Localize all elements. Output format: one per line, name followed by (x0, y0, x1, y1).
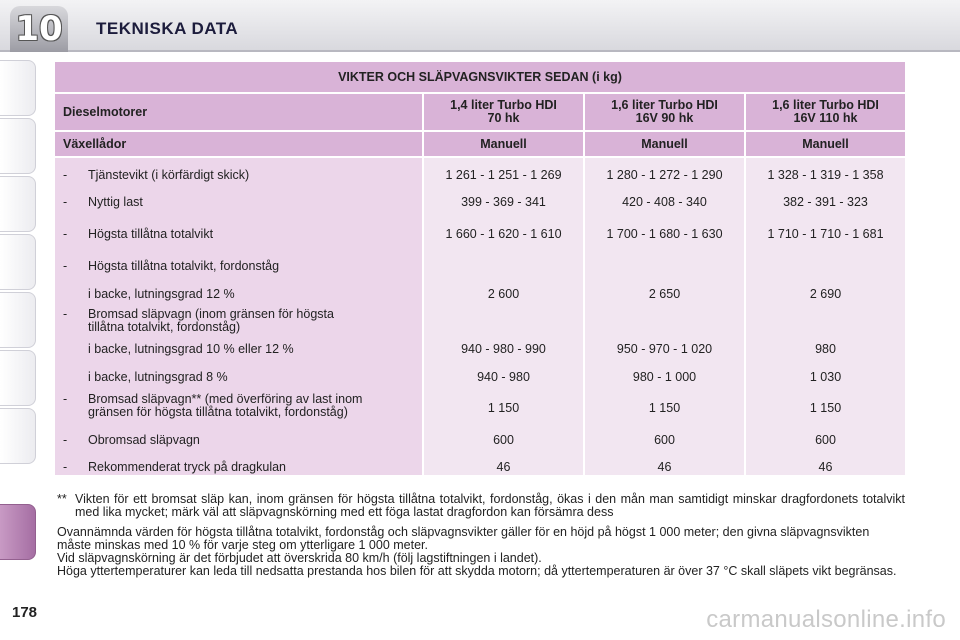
chapter-number-badge: 10 (10, 6, 68, 52)
chapter-tabs (0, 60, 40, 580)
row-label: Högsta tillåtna totalvikt, fordonståg (88, 259, 280, 273)
list-dash: - (63, 227, 68, 241)
table-row-label (55, 196, 422, 209)
row-labels-column (55, 158, 422, 475)
table-cell: 1 150 (648, 401, 681, 415)
engine-header-1 (424, 94, 583, 130)
watermark: carmanualsonline.info (706, 606, 946, 633)
page-title: TEKNISKA DATA (96, 19, 239, 38)
footnote-mark: ** (57, 492, 67, 506)
table-cell: 980 (815, 342, 836, 356)
gearbox-value: Manuell (585, 132, 744, 156)
table-body (55, 158, 905, 475)
values-column-2 (585, 158, 744, 475)
engine-name: 1,4 liter Turbo HDI (450, 98, 557, 112)
table-cell: 1 280 - 1 272 - 1 290 (606, 168, 723, 182)
row-label: Bromsad släpvagn (inom gränsen för högsta (88, 307, 334, 321)
table-cell: 1 660 - 1 620 - 1 610 (445, 227, 562, 241)
engine-power: 16V 110 hk (793, 111, 858, 125)
chapter-tab[interactable] (0, 176, 36, 232)
table-cell: 46 (657, 460, 672, 474)
table-cell: 46 (496, 460, 511, 474)
table-row-label (55, 260, 422, 273)
table-row-label (55, 228, 422, 241)
table-row-label (55, 393, 422, 419)
table-cell: 600 (493, 433, 514, 447)
chapter-tab[interactable] (0, 60, 36, 116)
list-dash: - (63, 307, 68, 321)
table-row-label (55, 343, 422, 356)
gearbox-header-row (55, 132, 905, 156)
table-cell: 1 030 (809, 370, 842, 384)
table-cell: 600 (654, 433, 675, 447)
page-number: 178 (12, 604, 38, 621)
weights-table (55, 62, 905, 475)
gearbox-value: Manuell (424, 132, 583, 156)
chapter-tab-active[interactable] (0, 504, 36, 560)
engine-label: Dieselmotorer (55, 94, 422, 130)
table-cell: 420 - 408 - 340 (622, 195, 707, 209)
row-label-cont: gränsen för högsta tillåtna totalvikt, fordonståg) (88, 405, 348, 419)
engine-power: 70 hk (487, 111, 520, 125)
row-label: Bromsad släpvagn** (med överföring av last inom (88, 392, 363, 406)
row-label: i backe, lutningsgrad 12 % (88, 287, 235, 301)
values-column-3 (746, 158, 905, 475)
row-label: Tjänstevikt (i körfärdigt skick) (88, 168, 250, 182)
table-cell: 1 150 (487, 401, 520, 415)
chapter-tab[interactable] (0, 292, 36, 348)
row-label: i backe, lutningsgrad 10 % eller 12 % (88, 342, 294, 356)
notes-section (57, 493, 905, 578)
chapter-tab[interactable] (0, 408, 36, 464)
gearbox-label: Växellådor (55, 132, 422, 156)
table-cell: 980 - 1 000 (632, 370, 697, 384)
engine-header-2 (585, 94, 744, 130)
table-cell: 46 (818, 460, 833, 474)
table-cell: 1 328 - 1 319 - 1 358 (767, 168, 884, 182)
page-header (0, 0, 960, 52)
list-dash: - (63, 168, 68, 182)
table-title: VIKTER OCH SLÄPVAGNSVIKTER SEDAN (i kg) (55, 62, 905, 92)
table-cell: 382 - 391 - 323 (783, 195, 868, 209)
table-row-label (55, 288, 422, 301)
row-label: Högsta tillåtna totalvikt (88, 227, 214, 241)
list-dash: - (63, 259, 68, 273)
table-cell: 600 (815, 433, 836, 447)
table-row-label (55, 169, 422, 182)
engine-header-3 (746, 94, 905, 130)
table-cell: 940 - 980 - 990 (461, 342, 546, 356)
table-cell: 2 600 (487, 287, 520, 301)
note-paragraph-speed: Vid släpvagnskörning är det förbjudet att överskrida 80 km/h (följ lagstiftningen i landet). (57, 551, 542, 565)
table-cell: 940 - 980 (477, 370, 530, 384)
table-cell: 2 650 (648, 287, 681, 301)
table-row-label (55, 308, 422, 334)
row-label: Rekommenderat tryck på dragkulan (88, 460, 287, 474)
table-row-label (55, 371, 422, 384)
engine-name: 1,6 liter Turbo HDI (772, 98, 879, 112)
note-paragraph-altitude: Ovannämnda värden för högsta tillåtna totalvikt, fordonståg och släpvagnsvikter gäller för en höjd på högst 1 000 meter; den givna släpvagnsvikten måste minskas med 10 % för varje steg om ytterligare 1 000 meter. (57, 525, 870, 552)
gearbox-value: Manuell (746, 132, 905, 156)
list-dash: - (63, 392, 68, 406)
list-dash: - (63, 433, 68, 447)
engine-header-row (55, 94, 905, 130)
row-label: i backe, lutningsgrad 8 % (88, 370, 228, 384)
footnote-text: Vikten för ett bromsat släp kan, inom gränsen för högsta tillåtna totalvikt, fordonståg, ökas i den mån man samtidigt minskar dragfordonets totalvikt med lika mycket; märk väl att släpvagnskörning med ett föga lastat dragfordon kan försämra dess (75, 492, 905, 519)
note-paragraph-temperature: Höga yttertemperaturer kan leda till nedsatta prestanda hos bilen för att skydda motorn; då yttertemperaturen är över 37 °C skall släpets vikt begränsas. (57, 564, 897, 578)
engine-name: 1,6 liter Turbo HDI (611, 98, 718, 112)
chapter-tab[interactable] (0, 118, 36, 174)
row-label-cont: tillåtna totalvikt, fordonståg) (88, 320, 241, 334)
chapter-tab[interactable] (0, 234, 36, 290)
row-label: Nyttig last (88, 195, 143, 209)
table-cell: 950 - 970 - 1 020 (616, 342, 713, 356)
footnote (57, 493, 905, 519)
chapter-tab[interactable] (0, 350, 36, 406)
engine-power: 16V 90 hk (635, 111, 694, 125)
table-row-label (55, 434, 422, 447)
list-dash: - (63, 195, 68, 209)
values-column-1 (424, 158, 583, 475)
table-cell: 1 150 (809, 401, 842, 415)
table-cell: 1 261 - 1 251 - 1 269 (445, 168, 562, 182)
table-cell: 2 690 (809, 287, 842, 301)
table-row-label (55, 461, 422, 474)
table-cell: 399 - 369 - 341 (461, 195, 546, 209)
table-cell: 1 700 - 1 680 - 1 630 (606, 227, 723, 241)
list-dash: - (63, 460, 68, 474)
table-cell: 1 710 - 1 710 - 1 681 (767, 227, 884, 241)
row-label: Obromsad släpvagn (88, 433, 200, 447)
